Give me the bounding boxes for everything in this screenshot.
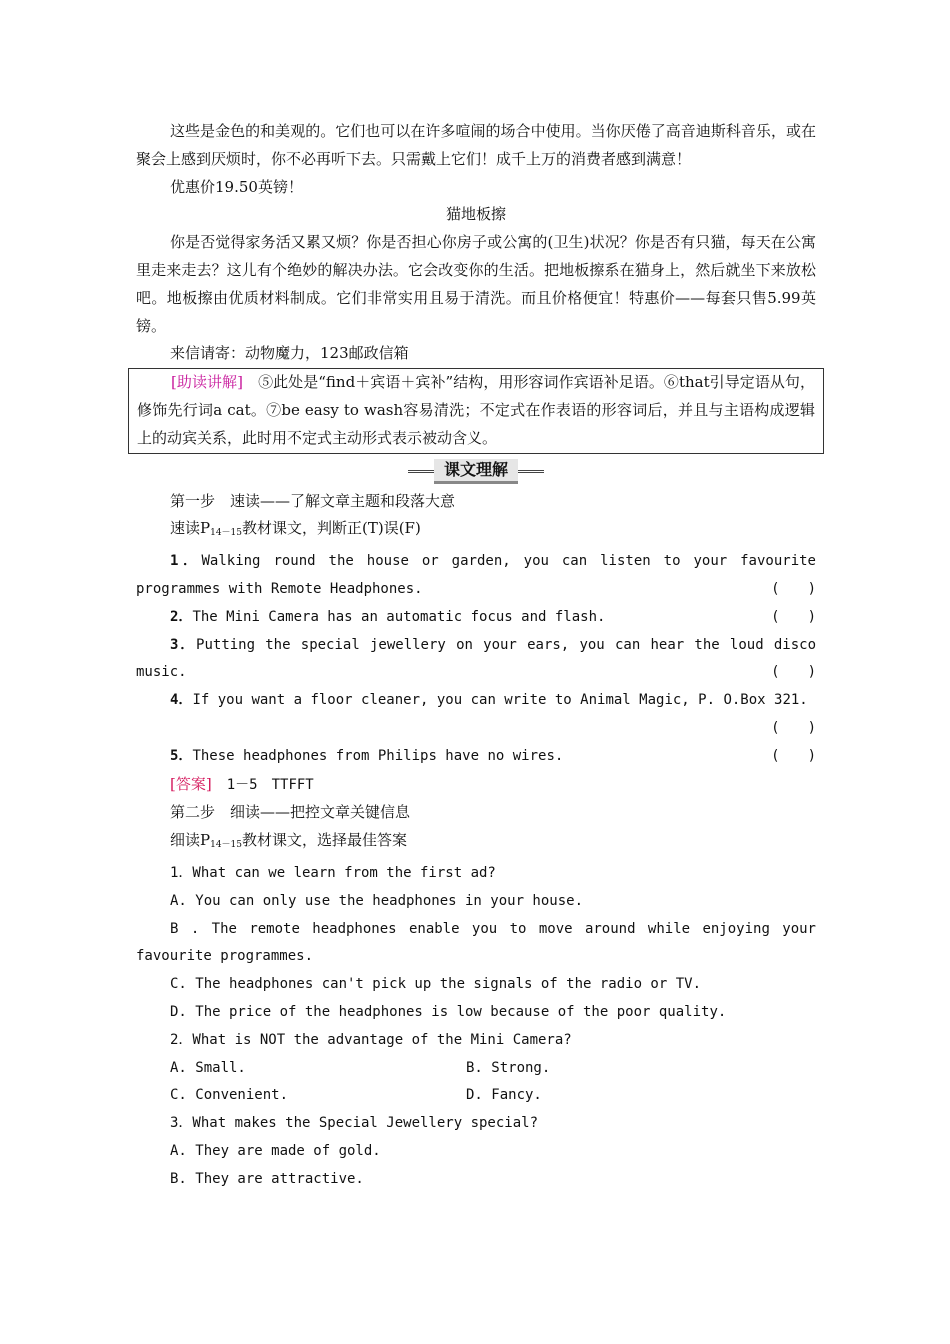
reading-note [137, 369, 815, 452]
step2-instruction-pre: 细读P [170, 831, 211, 850]
q2-option-b: B. Strong. [466, 1059, 551, 1076]
tf-item-text: The Mini Camera has an automatic focus and flash. [192, 608, 606, 625]
q2-option-c: C. Convenient. [170, 1087, 289, 1104]
title-rule-left [408, 470, 434, 473]
q1-option-a: A. You can only use the headphones in your house. [170, 892, 584, 909]
section-title-label: 课文理解 [434, 459, 518, 484]
q1-option-c: C. The headphones can't pick up the signals of the radio or TV. [170, 976, 702, 993]
passage-paragraph-2: 你是否觉得家务活又累又烦？你是否担心你房子或公寓的(卫生)状况？你是否有只猫，每天在公寓里走来走去？这儿有个绝妙的解决办法。它会改变你的生活。把地板擦系在猫身上，然后就坐下来放松吧。地板擦由优质材料制成。它们非常实用且易于清洗。而且价格便宜！特惠价——每套只售5.99英镑。 [136, 233, 816, 335]
passage-price-line: 优惠价19.50英镑！ [170, 177, 303, 196]
answer-tag: [答案] [170, 774, 212, 793]
passage-address-line: 来信请寄：动物魔力，123邮政信箱 [170, 344, 409, 363]
section-title [136, 457, 816, 487]
step2-page-sub: 14－15 [210, 840, 242, 851]
step1-title: 第一步 速读——了解文章主题和段落大意 [170, 491, 456, 510]
q2-option-d: D. Fancy. [466, 1087, 542, 1104]
q1-option-d: D. The price of the headphones is low because of the poor quality. [170, 1003, 727, 1020]
step1-answer [136, 771, 816, 800]
step2-title: 第二步 细读——把控文章关键信息 [170, 803, 411, 822]
answer-text: 1－5 TTFFT [226, 776, 314, 793]
tf-item-number: 5． [170, 747, 193, 764]
tf-item-text: If you want a floor cleaner, you can write to Animal Magic, P. O.Box 321. [192, 692, 808, 709]
q3-stem: 3．What makes the Special Jewellery special? [170, 1115, 539, 1132]
step1-instruction-pre: 速读P [170, 519, 211, 538]
tf-item-5-blank: ( ) [771, 747, 816, 764]
tf-item-5 [136, 743, 816, 771]
step2-instruction-post: 教材课文，选择最佳答案 [242, 831, 408, 850]
tf-item-number: 4． [170, 692, 193, 709]
q2-option-a: A. Small. [170, 1059, 246, 1076]
passage-heading: 猫地板擦 [445, 205, 506, 224]
tf-item-text: Walking round the house or garden, you can listen to your favourite programmes with Remote Headphones. [136, 553, 816, 597]
tf-item-number: 3． [170, 636, 197, 653]
page-content [136, 118, 816, 1193]
q1-stem: 1．What can we learn from the first ad? [170, 864, 496, 881]
title-rule-right [518, 470, 544, 473]
tf-item-2 [136, 604, 816, 632]
passage-paragraph-1: 这些是金色的和美观的。它们也可以在许多喧闹的场合中使用。当你厌倦了高音迪斯科音乐，或在聚会上感到厌烦时，你不必再听下去。只需戴上它们！成千上万的消费者感到满意！ [136, 122, 816, 168]
q2-options-row-2 [136, 1082, 816, 1110]
tf-item-1-blank: ( ) [771, 580, 816, 597]
step2-instruction [136, 827, 816, 860]
tf-item-4-blank: ( ) [771, 719, 816, 736]
tf-item-3-blank: ( ) [771, 664, 816, 681]
step1-instruction [136, 515, 816, 548]
q2-stem: 2．What is NOT the advantage of the Mini Camera? [170, 1031, 572, 1048]
q3-option-a: A. They are made of gold. [170, 1142, 381, 1159]
step1-page-sub: 14－15 [210, 528, 242, 539]
q2-options-row-1 [136, 1055, 816, 1083]
tf-item-number: 1． [170, 553, 202, 570]
reading-note-box [128, 368, 824, 453]
tf-item-4 [136, 687, 816, 715]
tf-item-text: These headphones from Philips have no wires. [192, 747, 564, 764]
tf-item-number: 2． [170, 608, 193, 625]
note-tag: [助读讲解] [171, 373, 243, 392]
q3-option-b: B. They are attractive. [170, 1170, 364, 1187]
q1-option-b: B . The remote headphones enable you to move around while enjoying your favourite programmes. [136, 920, 816, 965]
step1-instruction-post: 教材课文，判断正(T)误(F) [242, 519, 421, 538]
note-text: ⑤此处是“find＋宾语＋宾补”结构，用形容词作宾语补足语。⑥that引导定语从句，修饰先行词a cat。⑦be easy to wash容易清洗；不定式在作表语的形容词后，并且与主语构成逻辑上的动宾关系，此时用不定式主动形式表示被动含义。 [137, 373, 815, 447]
tf-item-text: Putting the special jewellery on your ears, you can hear the loud disco music. [136, 636, 816, 681]
tf-item-2-blank: ( ) [771, 608, 816, 625]
